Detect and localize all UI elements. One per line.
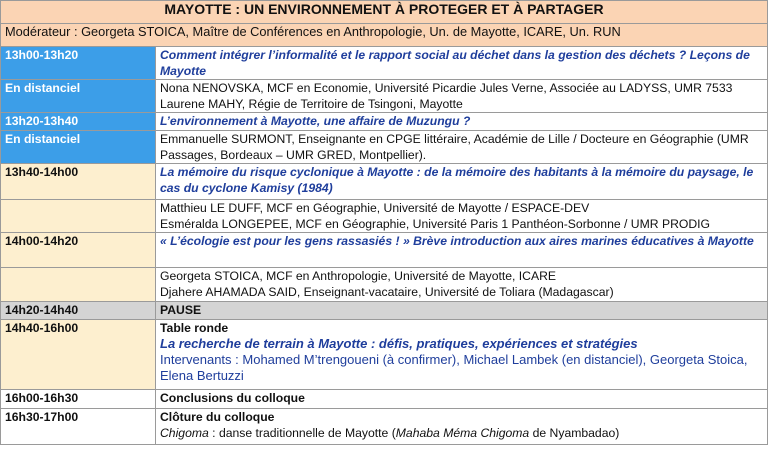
speaker-line: Esméralda LONGEPEE, MCF en Géographie, Université Paris 1 Panthéon-Sorbonne / UMR PRODIG — [160, 217, 711, 231]
round-table-speakers: Intervenants : Mohamed M’trengoueni (à confirmer), Michael Lambek (en distanciel), Georgeta Stoica, Elena Bertuzzi — [160, 352, 748, 383]
troupe-name: Mahaba Méma Chigoma — [395, 426, 530, 440]
table-row — [1, 268, 768, 302]
closing-desc: : danse traditionnelle de Mayotte ( — [208, 426, 396, 440]
moderator-text: Modérateur : Georgeta STOICA, Maître de Conférences en Anthropologie, Un. de Mayotte, ICARE, Un. RUN — [1, 24, 768, 47]
speakers-cell — [156, 200, 768, 233]
time-cell: 14h20-14h40 — [1, 302, 156, 320]
time-cell: 14h00-14h20 — [1, 233, 156, 268]
table-row — [1, 390, 768, 409]
time-cell-empty — [1, 268, 156, 302]
talk-title: « L’écologie est pour les gens rassasiés ! » Brève introduction aux aires marines éducatives à Mayotte — [160, 234, 754, 248]
table-row — [1, 409, 768, 445]
talk-title-cell — [156, 233, 768, 268]
time-cell: 13h00-13h20 — [1, 47, 156, 80]
talk-title: L’environnement à Mayotte, une affaire de Muzungu ? — [160, 114, 471, 128]
closing-cell — [156, 409, 768, 445]
table-row — [1, 233, 768, 268]
closing-origin: de Nyambadao) — [529, 426, 620, 440]
table-row — [1, 80, 768, 113]
round-table-title: La recherche de terrain à Mayotte : défis, pratiques, expériences et stratégies — [160, 336, 638, 351]
title-row — [1, 1, 768, 24]
conclusion-label: Conclusions du colloque — [156, 390, 768, 409]
round-table-cell — [156, 320, 768, 390]
time-cell: 14h40-16h00 — [1, 320, 156, 390]
pause-label: PAUSE — [156, 302, 768, 320]
talk-title: La mémoire du risque cyclonique à Mayotte : de la mémoire des habitants à la mémoire du paysage, le cas du cyclone Kamisy (1984) — [160, 165, 754, 195]
speaker-line: Djahere AHAMADA SAID, Enseignant-vacataire, Université de Toliara (Madagascar) — [160, 285, 614, 299]
speakers-cell — [156, 80, 768, 113]
time-cell: 13h20-13h40 — [1, 113, 156, 131]
mode-cell: En distanciel — [1, 131, 156, 164]
talk-title-cell — [156, 113, 768, 131]
time-cell-empty — [1, 200, 156, 233]
speaker-line: Laurene MAHY, Régie de Territoire de Tsingoni, Mayotte — [160, 97, 463, 111]
speaker-line: Emmanuelle SURMONT, Enseignante en CPGE littéraire, Académie de Lille / Docteure en Géographie (UMR Passages, Bordeaux – UMR GRED, Montpellier). — [160, 132, 749, 162]
table-row — [1, 164, 768, 200]
talk-title-cell — [156, 164, 768, 200]
speakers-cell — [156, 268, 768, 302]
speaker-line: Nona NENOVSKA, MCF en Economie, Université Picardie Jules Verne, Associée au LADYSS, UMR 7533 — [160, 81, 733, 95]
time-cell: 13h40-14h00 — [1, 164, 156, 200]
table-row — [1, 47, 768, 80]
table-row — [1, 302, 768, 320]
table-row — [1, 320, 768, 390]
speaker-line: Matthieu LE DUFF, MCF en Géographie, Université de Mayotte / ESPACE-DEV — [160, 201, 590, 215]
talk-title: Comment intégrer l’informalité et le rapport social au déchet dans la gestion des déchets ? Leçons de Mayotte — [160, 48, 750, 78]
table-row — [1, 200, 768, 233]
closing-text — [160, 425, 763, 441]
moderator-row — [1, 24, 768, 47]
table-row — [1, 113, 768, 131]
time-cell: 16h30-17h00 — [1, 409, 156, 445]
talk-title-cell — [156, 47, 768, 80]
dance-name: Chigoma — [160, 426, 209, 440]
session-title: MAYOTTE : UN ENVIRONNEMENT À PROTEGER ET À PARTAGER — [1, 1, 768, 24]
speakers-cell — [156, 131, 768, 164]
round-table-label: Table ronde — [160, 321, 229, 335]
mode-cell: En distanciel — [1, 80, 156, 113]
time-cell: 16h00-16h30 — [1, 390, 156, 409]
closing-label: Clôture du colloque — [160, 410, 275, 424]
speaker-line: Georgeta STOICA, MCF en Anthropologie, Université de Mayotte, ICARE — [160, 269, 557, 283]
table-row — [1, 131, 768, 164]
